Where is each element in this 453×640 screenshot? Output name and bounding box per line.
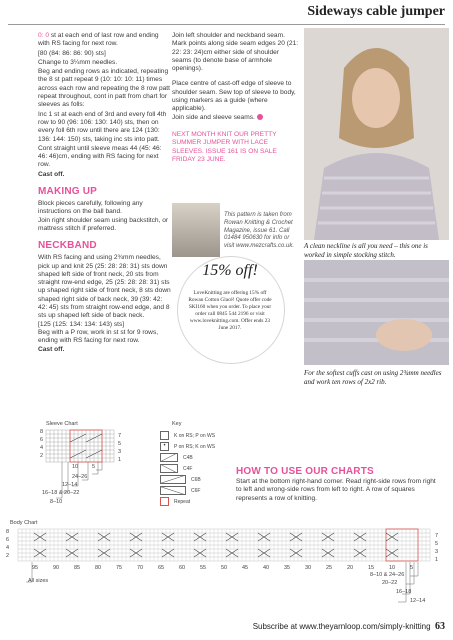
knit-square-icon [160,431,169,440]
stitch-count: [80 (84: 86: 86: 90) sts] [38,49,106,57]
chart-stitch-number: 55 [200,565,207,571]
instruction-paragraph: Join side and sleeve seams. [172,114,300,122]
subscribe-link[interactable]: Subscribe at www.theyarnloop.com/simply-knitting [252,622,431,631]
making-up-heading: MAKING UP [38,186,98,198]
chart-row-number: 7 [435,533,439,539]
instruction-paragraph: Beg and ending rows as indicated, repeating the 8 st patt repeat 9 (10: 10: 10: 11) times across each row and repeating the 8 row patt repeat throughout, cont in patt from chart for sleeves as folls: [38,68,170,109]
chart-stitch-number: 25 [326,565,333,571]
instruction-paragraph: Join left shoulder and neckband seam. Mark points along side seam edges 20 (21: 22: 23: 24)cm either side of shoulder seams (to denote base of armhole openings). [172,32,299,73]
c6f-cable-icon [160,486,186,495]
key-item: C6F [160,486,240,497]
cast-off-text: Cast off. [38,170,65,178]
chart-size-label: 12–14 [410,598,426,604]
magazine-cover-image [172,203,220,257]
sleeve-chart [38,428,128,508]
chart-size-label: 20–22 [382,580,398,586]
offer-text: LoveKnitting are offering 15% off Rowan Cotton Glacé! Quote offer code SKI160 when you order. To place your order call 0845 544 2196 or visit www.loveknitting.com. Offer ends 23 June 2017. [188,290,272,331]
chart-stitch-number: 30 [305,565,312,571]
chart-row-number: 8 [40,429,44,435]
instruction-paragraph: Cont straight until sleeve meas 44 (45: 46: 46: 46)cm, ending with RS facing for next row. [38,144,162,169]
how-to-text: Start at the bottom right-hand corner. Read right-side rows from right to left and wrong-side rows from left to right. A row of squares represents a row of knitting. [236,478,436,502]
cuff-photo [304,260,449,365]
chart-stitch-number: 10 [72,464,79,470]
chart-stitch-number: 40 [263,565,270,571]
chart-stitch-number: 50 [221,565,228,571]
sleeve-chart-title: Sleeve Chart [46,421,78,427]
purl-square-icon: • [160,442,169,451]
pattern-source-text: This pattern is taken from Rowan Knitting & Crochet Magazine, issue 61. Call 01484 950630 for info or visit www.mezcrafts.co.uk. [224,212,295,250]
chart-stitch-number: 15 [368,565,375,571]
how-to-heading: HOW TO USE OUR CHARTS [236,466,374,477]
chart-stitch-number: 35 [284,565,291,571]
neckband-paragraph: Beg with a P row, work in st st for 9 rows, ending with RS facing for next row. [38,328,159,345]
chart-stitch-number: 95 [32,565,39,571]
neckband-paragraph: With RS facing and using 2¾mm needles, pick up and knit 25 (25: 28: 28: 31) sts down shaped left side of front neck, 20 sts from straight row-end edge, 25 (25: 28: 28: 31) sts up shaped right side of front neck, 8 sts down shaped right side of back neck, 39 (39: 42: 42: 45) sts from straight row-end edge, and 8 sts up shaped left side of back neck. [38,254,171,320]
cast-off-text: Cast off. [38,345,65,353]
chart-row-number: 8 [6,529,10,535]
key-item: Repeat [160,497,240,508]
repeat-box-icon [160,497,169,506]
page-number: 63 [435,621,445,632]
chart-stitch-number: 5 [410,565,414,571]
key-title: Key [172,421,182,427]
body-chart [14,527,434,567]
chart-row-number: 7 [118,433,122,439]
chart-row-number: 4 [40,445,44,451]
chart-row-number: 1 [435,557,439,563]
chart-size-label: 8–10 [50,499,63,505]
chart-size-label: 12–14 [62,482,78,488]
instruction-paragraph: Change to 3¼mm needles. [38,58,118,66]
chart-row-number: 2 [40,453,44,459]
chart-stitch-number: 80 [95,565,102,571]
making-up-paragraph: Block pieces carefully, following any instructions on the ball band. [38,200,143,216]
chart-stitch-number: 45 [242,565,249,571]
chart-size-label: 24–26 [72,474,88,480]
chart-row-number: 5 [435,541,439,547]
key-item: C4F [160,464,240,475]
chart-stitch-number: 5 [92,464,96,470]
chart-stitch-number: 70 [137,565,144,571]
neckband-stitch-count: [125 (125: 134: 134: 143) sts] [38,320,125,328]
page-footer [253,621,445,632]
column-1 [38,32,172,361]
page-title: Sideways cable jumper [307,4,445,19]
chart-stitch-number: 10 [389,565,396,571]
chart-stitch-number: 85 [74,565,81,571]
chart-row-number: 4 [6,545,10,551]
chart-stitch-number: 20 [347,565,354,571]
chart-stitch-number: 65 [158,565,165,571]
chart-stitch-number: 90 [53,565,60,571]
c4f-cable-icon [160,464,178,473]
neckband-heading: NECKBAND [38,240,97,252]
chart-stitch-number: 60 [179,565,186,571]
chart-size-label: 16–18 & 20–22 [42,490,80,496]
key-legend [160,431,240,508]
c6b-cable-icon [160,475,186,484]
body-chart-title: Body Chart [10,520,38,526]
chart-row-number: 3 [118,449,122,455]
key-item: • P on RS; K on WS [160,442,240,453]
key-item: C4B [160,453,240,464]
title-rule [8,24,445,25]
column-2 [172,32,300,171]
offer-heading: 15% off! [202,262,258,279]
chart-row-number: 1 [118,457,122,463]
chart-row-number: 2 [6,553,10,559]
next-month-teaser: NEXT MONTH KNIT OUR PRETTY SUMMER JUMPER WITH LACE SLEEVES. ISSUE 161 IS ON SALE FRIDAY 23 JUNE. [172,130,277,163]
instruction-paragraph: Inc 1 st at each end of 3rd and every foll 4th row to 90 (96: 106: 130: 140) sts, then on every foll 6th row until there are 124 (130: 136: 144: 150) sts, taking inc sts into patt. [38,110,167,143]
chart-size-label: 8–10 & 24–26 [370,572,405,578]
chart-size-label: 16–18 [396,589,412,595]
c4b-cable-icon [160,453,178,462]
photo-caption: For the softest cuffs cast on using 2¾mm needles and work ten rows of 2x2 rib. [304,369,442,386]
making-up-paragraph: Join right shoulder seam using backstitch, or mattress stitch if preferred. [38,216,169,232]
model-photo [304,28,449,240]
instruction-paragraph: 0: 0 st at each end of last row and ending with RS facing for next row. [38,32,159,48]
key-item: K on RS; P on WS [160,431,240,442]
body-chart-size-lines [14,562,434,612]
chart-row-number: 5 [118,441,122,447]
chart-size-label: All sizes [28,578,49,584]
end-dot-icon [257,114,263,120]
chart-stitch-number: 75 [116,565,123,571]
chart-row-number: 3 [435,549,439,555]
chart-row-number: 6 [6,537,10,543]
key-item: C6B [160,475,240,486]
photo-caption: A clean neckline is all you need – this one is worked in simple stocking stitch. [304,242,428,259]
chart-row-number: 6 [40,437,44,443]
instruction-paragraph: Place centre of cast-off edge of sleeve to shoulder seam. Sew top of sleeve to body, using markers as a guide (where applicable). [172,80,296,113]
